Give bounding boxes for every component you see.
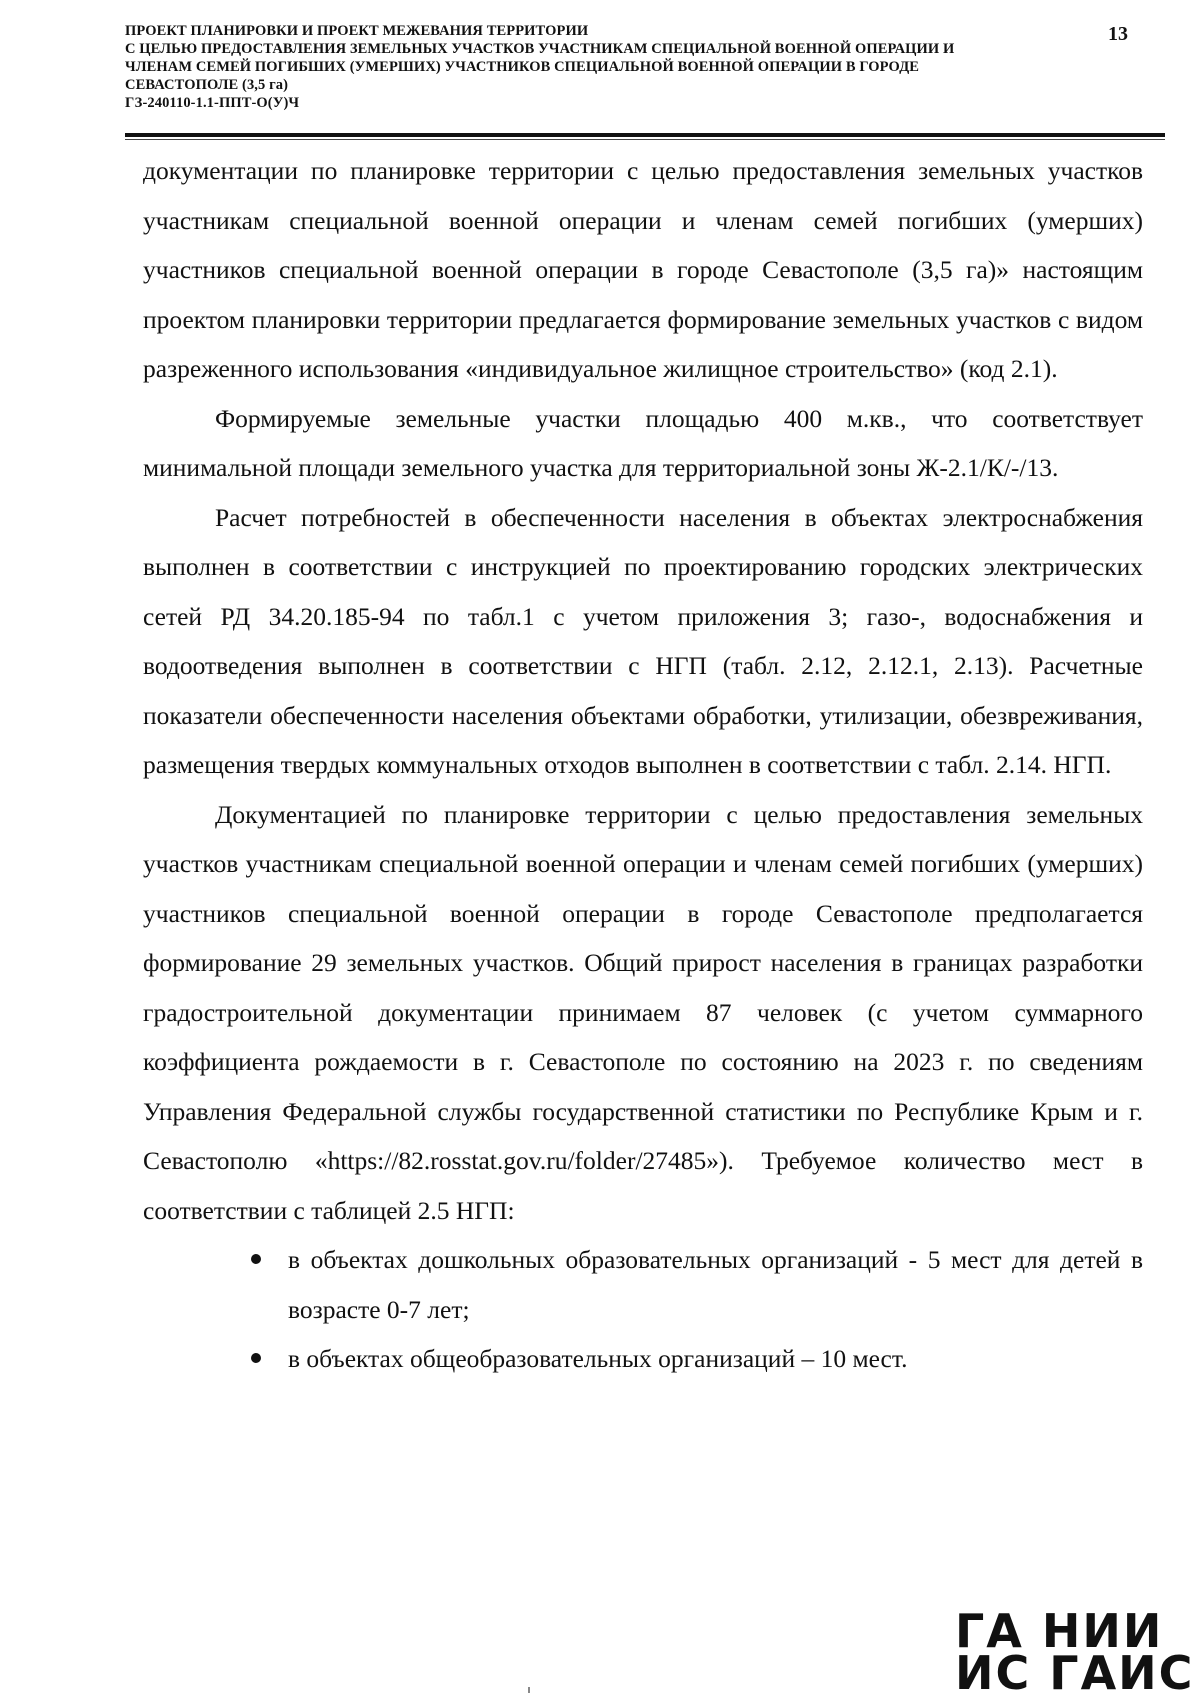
paragraph: Документацией по планировке территории с целью предоставления земельных участков участникам специальной военной операции и членам семей погибших (умерших) участников специальной военной операции в городе Севастополе предполагается формирование 29 земельных участков. Общий прирост населения в границах разработки градостроительной документации принимаем 87 человек (с учетом суммарного коэффициента рождаемости в г. Севастополе по состоянию на 2023 г. по сведениям Управления Федеральной службы государственной статистики по Республике Крым и г. Севастополю «https://82.rosstat.gov.ru/folder/27485»). Требуемое количество мест в соответствии с таблицей 2.5 НГП: [143,799,1143,1225]
header-line: СЕВАСТОПОЛЕ (3,5 га) [125,77,289,93]
bullet-icon [251,1254,261,1264]
document-body [143,146,1143,1384]
paragraph: документации по планировке территории с целью предоставления земельных участков участникам специальной военной операции и членам семей погибших (умерших) участников специальной военной операции в городе Севастополе (3,5 га)» настоящим проектом планировки территории предлагается формирование земельных участков с видом разреженного использования «индивидуальное жилищное строительство» (код 2.1). [143,156,1143,383]
header-line: С ЦЕЛЬЮ ПРЕДОСТАВЛЕНИЯ ЗЕМЕЛЬНЫХ УЧАСТКОВ УЧАСТНИКАМ СПЕЦИАЛЬНОЙ ВОЕННОЙ ОПЕРАЦИИ И [125,41,955,57]
bullet-list [143,1235,1143,1384]
scan-artifact [528,1687,530,1693]
bullet-icon [251,1353,261,1363]
header-line: ПРОЕКТ ПЛАНИРОВКИ И ПРОЕКТ МЕЖЕВАНИЯ ТЕРРИТОРИИ [125,23,589,39]
header-divider [125,133,1165,137]
logo-line-2: ИС ГАИС [955,1646,1195,1700]
list-item [143,1235,1143,1334]
header-divider-thin [125,139,1165,140]
page-number: 13 [1108,23,1128,45]
list-item [143,1334,1143,1384]
list-item-text: в объектах общеобразовательных организаций – 10 мест. [288,1344,908,1373]
header-line: ГЗ-240110-1.1-ППТ-О(У)Ч [125,95,300,111]
header-line: ЧЛЕНАМ СЕМЕЙ ПОГИБШИХ (УМЕРШИХ) УЧАСТНИКОВ СПЕЦИАЛЬНОЙ ВОЕННОЙ ОПЕРАЦИИ В ГОРОДЕ [125,59,920,75]
paragraph: Формируемые земельные участки площадью 400 м.кв., что соответствует минимальной площади земельного участка для территориальной зоны Ж-2.1/К/-/13. [143,403,1143,482]
paragraph: Расчет потребностей в обеспеченности населения в объектах электроснабжения выполнен в соответствии с инструкцией по проектированию городских электрических сетей РД 34.20.185-94 по табл.1 с учетом приложения 3; газо-, водоснабжения и водоотведения выполнен в соответствии с НГП (табл. 2.12, 2.12.1, 2.13). Расчетные показатели обеспеченности населения объектами обработки, утилизации, обезвреживания, размещения твердых коммунальных отходов выполнен в соответствии с табл. 2.14. НГП. [143,502,1143,779]
header-title-block [125,22,1085,112]
organization-logo [955,1604,1195,1700]
list-item-text: в объектах дошкольных образовательных организаций - 5 мест для детей в возрасте 0-7 лет; [288,1245,1143,1324]
page-header [125,22,1128,112]
logo-line-1: ГА НИИ [955,1604,1164,1658]
